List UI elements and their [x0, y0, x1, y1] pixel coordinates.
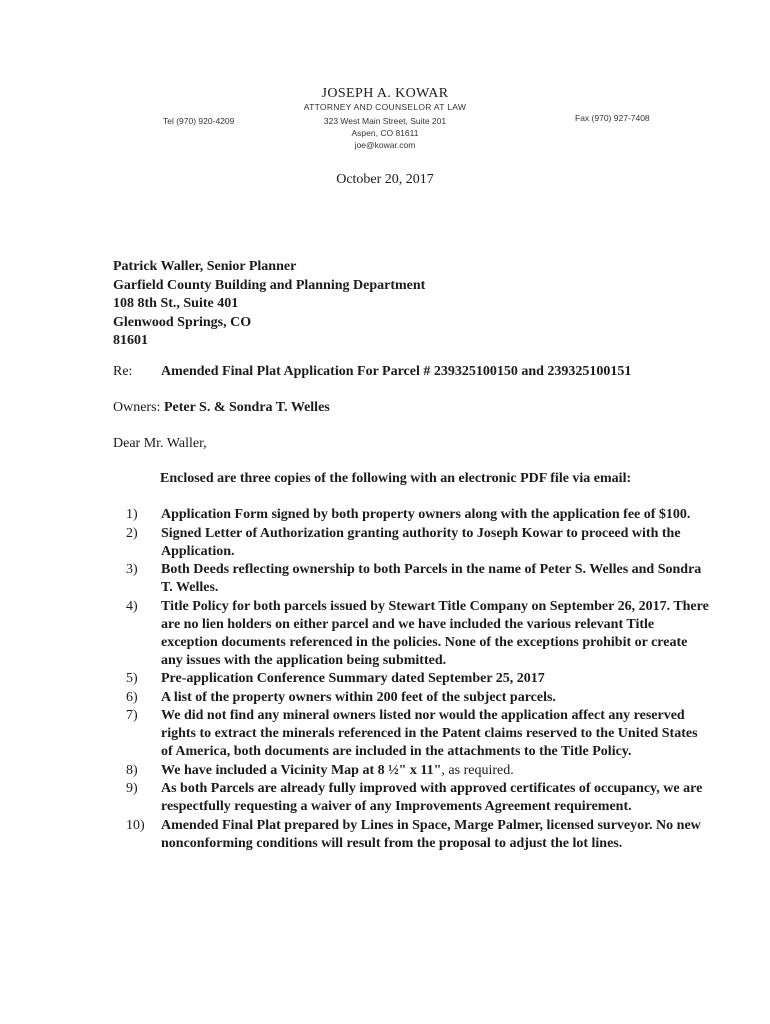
letterhead-fax: Fax (970) 927-7408: [575, 113, 650, 123]
letterhead-email: joe@kowar.com: [354, 140, 416, 150]
subject-text: Amended Final Plat Application For Parcel # 239325100150 and 239325100151: [161, 364, 632, 379]
list-item: [126, 817, 710, 853]
list-item-number: 4): [126, 598, 138, 614]
list-item-text: We did not find any mineral owners listed nor would the application affect any reserved rights to extract the minerals referenced in the Patent claims reserved to the United States of America, both documents are included in the attachments to the Title Policy.: [161, 708, 698, 759]
subject-line: [113, 364, 631, 380]
recipient-line: Patrick Waller, Senior Planner: [113, 259, 297, 274]
subject-label: Re:: [113, 364, 133, 379]
list-item: [126, 561, 710, 597]
list-item-text: We have included a Vicinity Map at 8 ½" x 11": [161, 762, 442, 778]
list-item: [126, 707, 710, 761]
list-item: [126, 689, 710, 707]
list-item-suffix: , as required.: [441, 762, 514, 778]
letterhead-city: Aspen, CO 81611: [351, 128, 419, 138]
recipient-line: 81601: [113, 333, 148, 348]
list-item-text: Amended Final Plat prepared by Lines in Space, Marge Palmer, licensed surveyor. No new nonconforming conditions will result from the proposal to adjust the lot lines.: [161, 817, 701, 851]
recipient-line: Garfield County Building and Planning Department: [113, 277, 426, 293]
enclosures-list: [126, 506, 710, 853]
list-item-text: Title Policy for both parcels issued by Stewart Title Company on September 26, 2017. There are no lien holders on either parcel and we have included the various relevant Title exception documents referenced in the policies. None of the exceptions prohibit or create any issues with the application being submitted.: [161, 598, 709, 668]
list-item: [126, 780, 710, 816]
list-item-number: 2): [126, 525, 138, 541]
owners-line: [113, 400, 330, 416]
list-item-text: Both Deeds reflecting ownership to both Parcels in the name of Peter S. Welles and Sondra T. Welles.: [161, 562, 702, 595]
owners-label: Owners:: [113, 400, 161, 415]
recipient-line: Glenwood Springs, CO: [113, 314, 252, 330]
recipient-line: 108 8th St., Suite 401: [113, 296, 239, 311]
list-item-number: 1): [126, 507, 138, 522]
list-item: [126, 598, 710, 670]
letterhead-street: 323 West Main Street, Suite 201: [323, 116, 447, 126]
list-item-number: 10): [126, 817, 145, 833]
letter-date: October 20, 2017: [336, 172, 434, 187]
list-item-number: 7): [126, 708, 138, 723]
list-item-text: Signed Letter of Authorization granting authority to Joseph Kowar to proceed with the Application.: [161, 525, 681, 559]
list-item-text: As both Parcels are already fully improved with approved certificates of occupancy, we are respectfully requesting a waiver of any Improvements Agreement requirement.: [161, 781, 703, 814]
list-item: [126, 525, 710, 561]
list-item-number: 9): [126, 781, 138, 796]
list-item: [126, 506, 710, 524]
list-item-number: 3): [126, 562, 138, 577]
list-item: [126, 670, 710, 688]
list-item-number: 8): [126, 762, 138, 778]
owners-names: Peter S. & Sondra T. Welles: [163, 400, 330, 415]
list-item-number: 6): [126, 689, 138, 705]
list-item-text: Application Form signed by both property owners along with the application fee of $100.: [161, 507, 691, 522]
letterhead-title: ATTORNEY AND COUNSELOR AT LAW: [303, 102, 467, 112]
list-item-text: A list of the property owners within 200 feet of the subject parcels.: [161, 689, 556, 705]
letterhead-tel: Tel (970) 920-4209: [163, 116, 235, 126]
list-item: [126, 762, 710, 780]
letterhead-name: JOSEPH A. KOWAR: [321, 86, 449, 101]
list-item-text: Pre-application Conference Summary dated September 25, 2017: [161, 671, 545, 686]
list-item-number: 5): [126, 671, 138, 686]
intro-paragraph: Enclosed are three copies of the following with an electronic PDF file via email:: [160, 471, 632, 486]
recipient-address: [113, 258, 425, 351]
salutation: Dear Mr. Waller,: [113, 436, 207, 451]
